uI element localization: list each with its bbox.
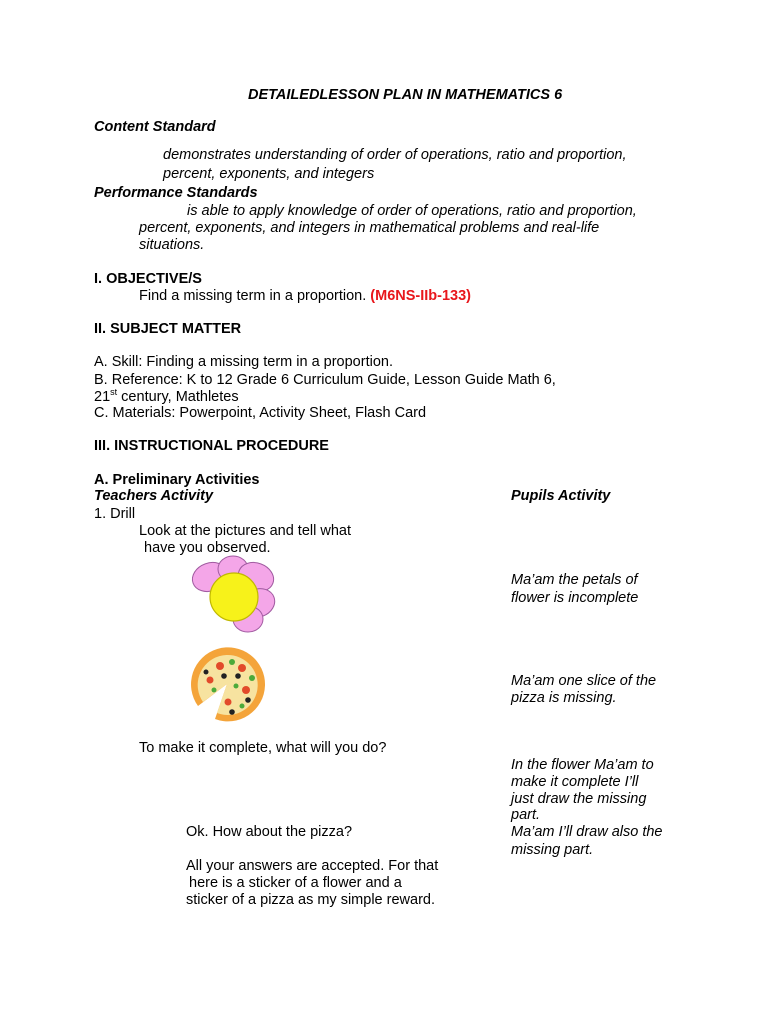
performance-standards-heading: Performance Standards — [94, 185, 258, 201]
flower-icon — [188, 555, 278, 635]
teacher-line: All your answers are accepted. For that — [186, 858, 439, 874]
reference-number: 21 — [94, 389, 111, 405]
pupils-activity-heading: Pupils Activity — [511, 488, 611, 504]
pupil-answer-line: flower is incomplete — [511, 590, 639, 606]
performance-standards-line: percent, exponents, and integers in mathematical problems and real-life — [139, 220, 600, 236]
teacher-line: sticker of a pizza as my simple reward. — [186, 892, 435, 908]
performance-standards-line: is able to apply knowledge of order of operations, ratio and proportion, — [187, 203, 637, 219]
pupil-answer-line: Ma’am the petals of — [511, 572, 638, 588]
content-standard-line: percent, exponents, and integers — [163, 166, 375, 182]
objective-text: Find a missing term in a proportion. — [139, 288, 367, 304]
procedure-heading: III. INSTRUCTIONAL PROCEDURE — [94, 438, 329, 454]
reference-superscript: st — [110, 387, 118, 397]
reference-line-cont — [94, 389, 239, 406]
teacher-line: To make it complete, what will you do? — [139, 740, 387, 756]
teacher-line: Look at the pictures and tell what — [139, 523, 351, 539]
teacher-line: have you observed. — [144, 540, 271, 556]
content-standard-line: demonstrates understanding of order of operations, ratio and proportion, — [163, 147, 627, 163]
pupil-answer-line: Ma’am one slice of the — [511, 673, 657, 689]
teachers-activity-heading: Teachers Activity — [94, 488, 214, 504]
page-title: DETAILEDLESSON PLAN IN MATHEMATICS 6 — [248, 87, 563, 103]
reference-line: B. Reference: K to 12 Grade 6 Curriculum Guide, Lesson Guide Math 6, — [94, 372, 556, 388]
objective-heading: I. OBJECTIVE/S — [94, 271, 202, 287]
preliminary-activities-heading: A. Preliminary Activities — [94, 472, 260, 488]
performance-standards-line: situations. — [139, 237, 205, 253]
reference-rest: century, Mathletes — [117, 389, 239, 405]
objective-line — [139, 288, 471, 305]
content-standard-heading: Content Standard — [94, 119, 216, 135]
pupil-answer-line: make it complete I’ll — [511, 774, 639, 790]
pupil-answer-line: In the flower Ma’am to — [511, 757, 654, 773]
pizza-icon — [184, 646, 270, 722]
teacher-line: Ok. How about the pizza? — [186, 824, 353, 840]
subject-matter-heading: II. SUBJECT MATTER — [94, 321, 242, 337]
competency-code: (M6NS-IIb-133) — [370, 288, 472, 304]
pupil-answer-line: part. — [511, 807, 541, 823]
materials-line: C. Materials: Powerpoint, Activity Sheet, Flash Card — [94, 405, 427, 421]
skill-line: A. Skill: Finding a missing term in a proportion. — [94, 354, 393, 370]
drill-label: 1. Drill — [94, 506, 136, 522]
pupil-answer-line: missing part. — [511, 842, 594, 858]
pupil-answer-line: Ma’am I’ll draw also the — [511, 824, 663, 840]
teacher-line: here is a sticker of a flower and a — [189, 875, 402, 891]
pupil-answer-line: just draw the missing — [511, 791, 647, 807]
pupil-answer-line: pizza is missing. — [511, 690, 617, 706]
